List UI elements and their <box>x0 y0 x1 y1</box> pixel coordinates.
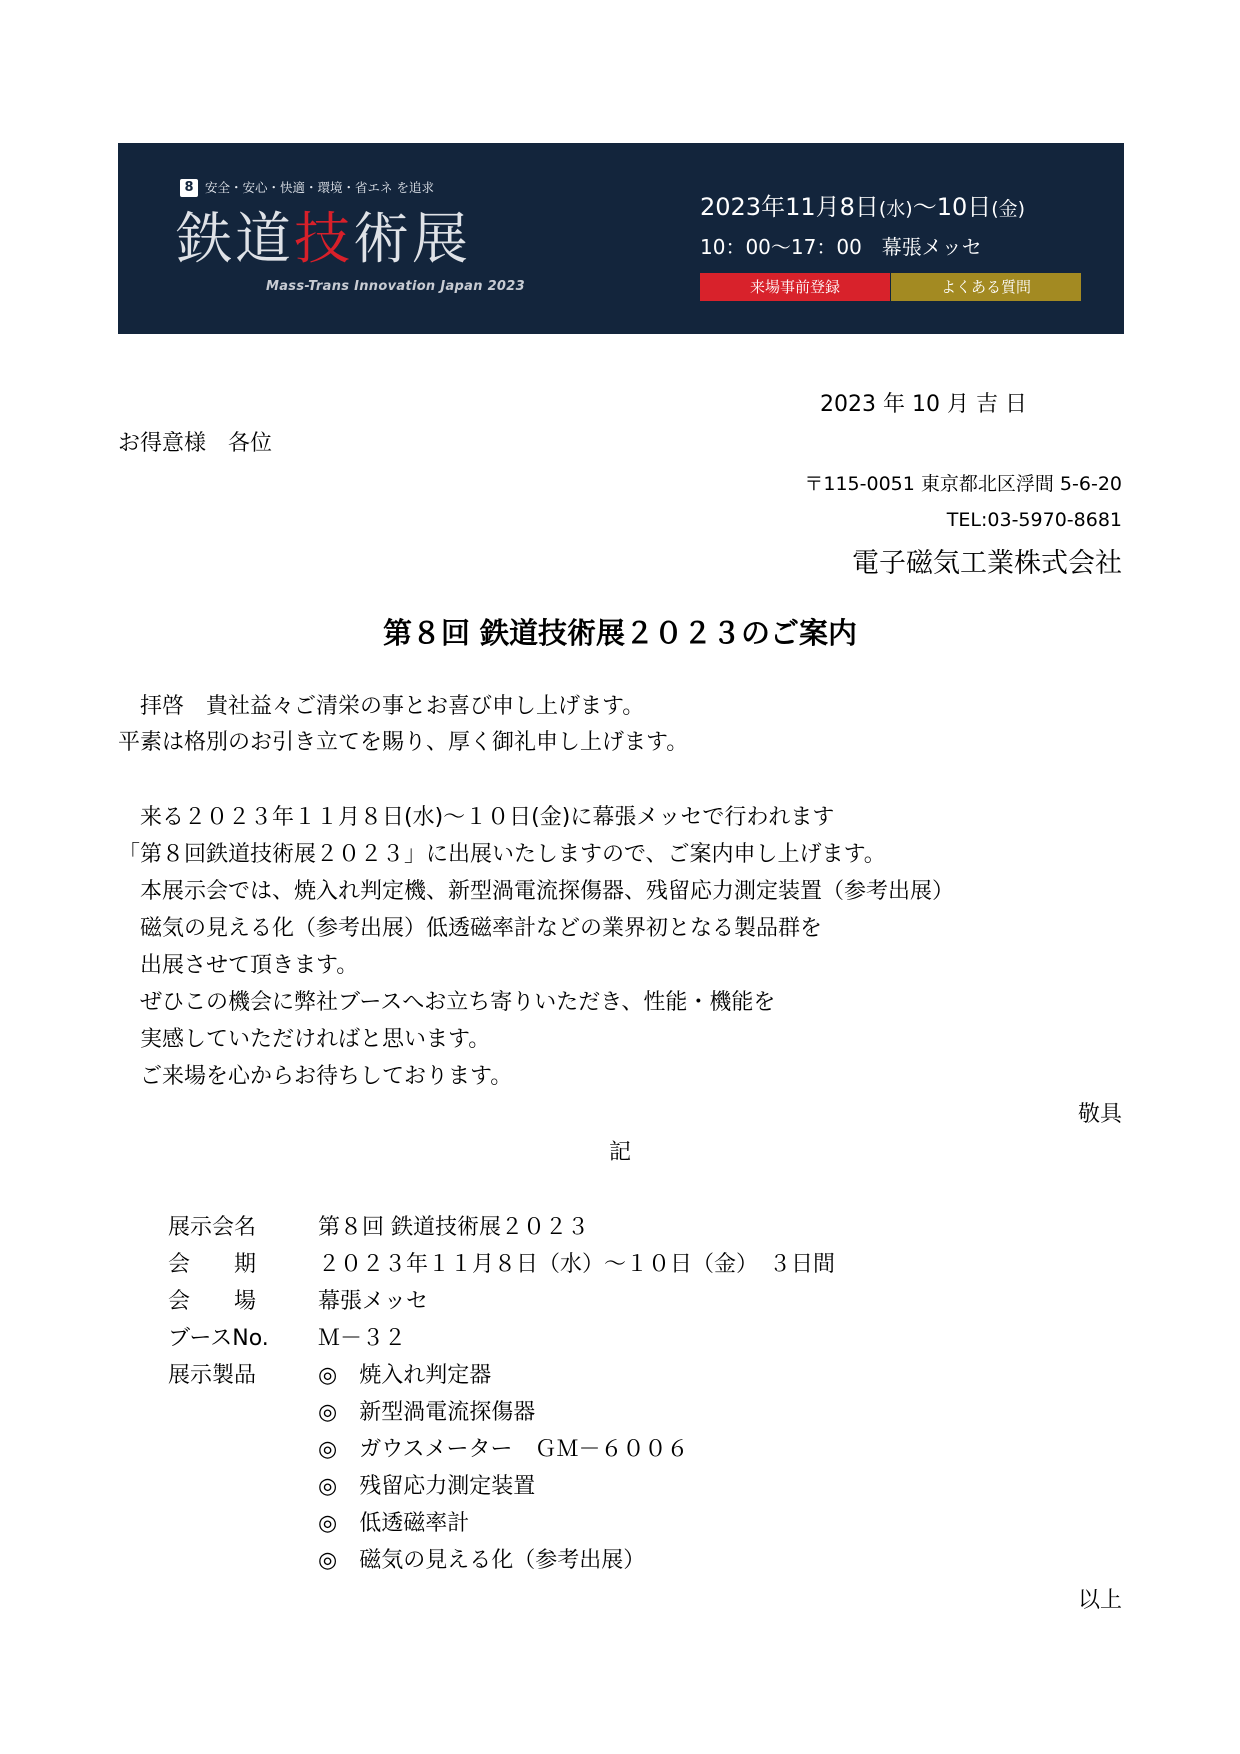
letter-title: 第８回 鉄道技術展２０２３のご案内 <box>382 616 858 650</box>
logo-text-accent: 技 <box>294 207 353 272</box>
faq-button[interactable]: よくある質問 <box>891 273 1081 301</box>
register-button[interactable]: 来場事前登録 <box>700 273 890 301</box>
body-line: 実感していただければと思います。 <box>118 1027 491 1052</box>
ki-heading: 記 <box>608 1140 631 1165</box>
product-item: ◎ 新型渦電流探傷器 <box>318 1400 536 1425</box>
detail-value: ２０２３年１１月８日（水）～１０日（金） ３日間 <box>318 1252 836 1277</box>
event-date-sep: 〜10日 <box>912 193 992 221</box>
sender-address: 〒115-0051 東京都北区浮間 5-6-20 <box>804 473 1122 495</box>
detail-value: 幕張メッセ <box>318 1289 429 1314</box>
detail-label: 会 場 <box>168 1289 257 1314</box>
event-date-day2: (金) <box>991 198 1026 220</box>
event-time-venue: 10：00〜17：00 幕張メッセ <box>700 235 982 259</box>
body-line: 本展示会では、焼入れ判定機、新型渦電流探傷器、残留応力測定装置（参考出展） <box>118 879 955 904</box>
event-date <box>700 191 1025 225</box>
closing-ijou: 以上 <box>1077 1588 1122 1613</box>
body-line: 「第８回鉄道技術展２０２３」に出展いたしますので、ご案内申し上げます。 <box>118 842 886 867</box>
body-line: ぜひこの機会に弊社ブースへお立ち寄りいただき、性能・機能を <box>118 990 776 1015</box>
closing-keigu: 敬具 <box>1077 1102 1122 1127</box>
recipient: お得意様 各位 <box>118 431 273 456</box>
product-item: ◎ 残留応力測定装置 <box>318 1474 536 1499</box>
event-date-day1: (水) <box>878 198 913 220</box>
body-line: 来る２０２３年１１月８日(水)～１０日(金)に幕張メッセで行われます <box>118 805 835 830</box>
event-date-main: 2023年11月8日 <box>700 193 879 221</box>
product-item: ◎ 磁気の見える化（参考出展） <box>318 1548 646 1573</box>
banner-tagline: 安全・安心・快適・環境・省エネ を追求 <box>205 180 434 195</box>
detail-label: 会 期 <box>168 1252 257 1277</box>
edition-badge: 8 <box>180 179 198 197</box>
sender-company: 電子磁気工業株式会社 <box>852 548 1122 579</box>
detail-value: Ｍ－３２ <box>318 1326 407 1351</box>
detail-label: ブースNo. <box>168 1326 269 1351</box>
product-item: ◎ 低透磁率計 <box>318 1511 470 1536</box>
body-line: ご来場を心からお待ちしております。 <box>118 1064 513 1089</box>
event-logo <box>176 207 471 273</box>
logo-text-part2: 術展 <box>353 207 471 272</box>
product-item: ◎ 焼入れ判定器 <box>318 1363 492 1388</box>
detail-label: 展示会名 <box>168 1215 257 1240</box>
body-line: 磁気の見える化（参考出展）低透磁率計などの業界初となる製品群を <box>118 916 823 941</box>
products-label: 展示製品 <box>168 1363 257 1388</box>
event-banner <box>118 143 1124 334</box>
logo-text-part1: 鉄道 <box>176 207 294 272</box>
banner-subtitle: Mass-Trans Innovation Japan 2023 <box>266 279 525 294</box>
body-line: 出展させて頂きます。 <box>118 953 359 978</box>
detail-value: 第８回 鉄道技術展２０２３ <box>318 1215 589 1240</box>
product-item: ◎ ガウスメーター ＧＭ－６００６ <box>318 1437 689 1462</box>
sender-tel: TEL:03-5970-8681 <box>946 509 1122 531</box>
greeting-line: 拝啓 貴社益々ご清栄の事とお喜び申し上げます。 <box>118 694 645 719</box>
greeting-line: 平素は格別のお引き立てを賜り、厚く御礼申し上げます。 <box>118 730 689 755</box>
letter-date: 2023 年 10 月 吉 日 <box>820 392 1027 417</box>
